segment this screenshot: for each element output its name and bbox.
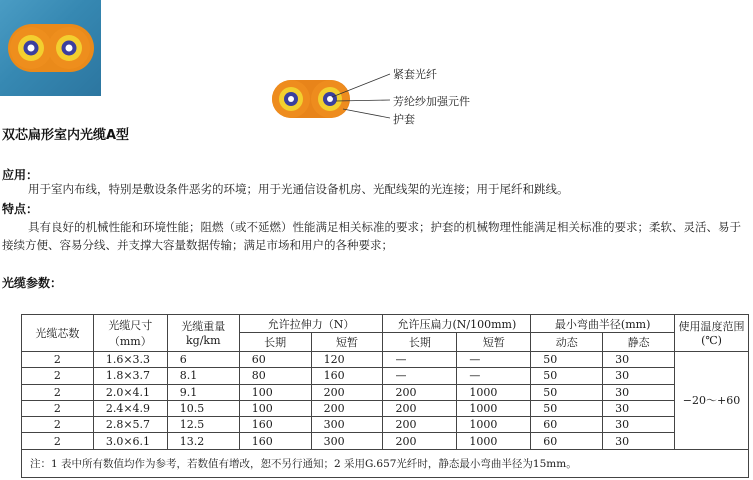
header-size-unit: （mm） bbox=[108, 334, 152, 348]
cable-cross-section-diagram bbox=[0, 0, 753, 140]
cell-bend-dynamic: 50 bbox=[531, 384, 603, 400]
cell-crush-long: — bbox=[383, 351, 457, 367]
cable-cross-section-icon bbox=[272, 80, 350, 118]
cell-cores: 2 bbox=[22, 384, 94, 400]
cell-cores: 2 bbox=[22, 417, 94, 433]
subheader-crush-short: 短暂 bbox=[457, 333, 531, 351]
header-cores: 光缆芯数 bbox=[22, 315, 94, 352]
features-paragraph bbox=[2, 218, 752, 254]
subheader-tensile-long: 长期 bbox=[239, 333, 311, 351]
cell-crush-long: 200 bbox=[383, 400, 457, 416]
cell-weight: 8.1 bbox=[167, 368, 239, 384]
cell-crush-long: 200 bbox=[383, 433, 457, 449]
header-bend: 最小弯曲半径(mm) bbox=[531, 315, 675, 333]
cell-weight: 12.5 bbox=[167, 417, 239, 433]
cell-bend-dynamic: 60 bbox=[531, 433, 603, 449]
header-size-label: 光缆尺寸 bbox=[108, 318, 153, 332]
callout-line-jacket bbox=[343, 109, 390, 118]
table-row bbox=[22, 368, 749, 384]
features-text: 具有良好的机械性能和环境性能；阻燃（或不延燃）性能满足相关标准的要求；护套的机械物理性能满足相关标准的要求；柔软、灵活、易于接续方便、容易分线、并支撑大容量数据传输；满足市场和用户的各种要求； bbox=[2, 220, 741, 252]
header-weight-unit: kg/km bbox=[185, 334, 221, 348]
header-size bbox=[93, 315, 167, 352]
cell-crush-short: — bbox=[457, 351, 531, 367]
cell-temp-range: −20～+60 bbox=[675, 351, 749, 449]
callout-aramid: 芳纶纱加强元件 bbox=[393, 95, 470, 108]
cell-size: 2.0×4.1 bbox=[93, 384, 167, 400]
cell-tensile-long: 160 bbox=[239, 433, 311, 449]
header-temp bbox=[675, 315, 749, 352]
header-tensile: 允许拉伸力（N） bbox=[239, 315, 383, 333]
cell-crush-short: 1000 bbox=[457, 433, 531, 449]
cell-crush-short: 1000 bbox=[457, 400, 531, 416]
cell-tensile-short: 200 bbox=[311, 400, 383, 416]
cell-tensile-long: 100 bbox=[239, 384, 311, 400]
cell-tensile-short: 300 bbox=[311, 417, 383, 433]
cell-crush-long: — bbox=[383, 368, 457, 384]
cell-cores: 2 bbox=[22, 433, 94, 449]
cell-size: 2.8×5.7 bbox=[93, 417, 167, 433]
cell-bend-dynamic: 50 bbox=[531, 400, 603, 416]
table-row bbox=[22, 400, 749, 416]
cell-weight: 9.1 bbox=[167, 384, 239, 400]
table-header-row bbox=[22, 315, 749, 333]
product-title: 双芯扁形室内光缆A型 bbox=[2, 128, 130, 143]
cell-bend-dynamic: 60 bbox=[531, 417, 603, 433]
cell-tensile-long: 160 bbox=[239, 417, 311, 433]
spec-table bbox=[21, 314, 749, 478]
cell-cores: 2 bbox=[22, 351, 94, 367]
cell-weight: 10.5 bbox=[167, 400, 239, 416]
subheader-bend-dynamic: 动态 bbox=[531, 333, 603, 351]
cell-size: 1.6×3.3 bbox=[93, 351, 167, 367]
application-heading: 应用： bbox=[2, 168, 39, 182]
cell-cores: 2 bbox=[22, 400, 94, 416]
header-temp-label: 使用温度范围 bbox=[678, 320, 745, 334]
subheader-tensile-short: 短暂 bbox=[311, 333, 383, 351]
table-note: 注：1 表中所有数值均作为参考，若数值有增改，恕不另行通知；2 采用G.657光纤时，静态最小弯曲半径为15mm。 bbox=[22, 449, 749, 477]
cell-tensile-short: 120 bbox=[311, 351, 383, 367]
header-temp-unit: (℃) bbox=[701, 334, 722, 348]
subheader-bend-static: 静态 bbox=[603, 333, 675, 351]
cell-tensile-long: 100 bbox=[239, 400, 311, 416]
cell-tensile-short: 160 bbox=[311, 368, 383, 384]
cell-crush-short: — bbox=[457, 368, 531, 384]
params-heading: 光缆参数： bbox=[2, 276, 63, 290]
callout-tight-fiber: 紧套光纤 bbox=[393, 68, 437, 81]
application-paragraph bbox=[2, 180, 752, 198]
cell-bend-dynamic: 50 bbox=[531, 368, 603, 384]
cell-bend-static: 30 bbox=[603, 384, 675, 400]
cell-weight: 6 bbox=[167, 351, 239, 367]
cell-size: 3.0×6.1 bbox=[93, 433, 167, 449]
subheader-crush-long: 长期 bbox=[383, 333, 457, 351]
cell-bend-static: 30 bbox=[603, 400, 675, 416]
header-weight-label: 光缆重量 bbox=[181, 320, 226, 334]
cell-tensile-short: 300 bbox=[311, 433, 383, 449]
cell-tensile-long: 60 bbox=[239, 351, 311, 367]
cell-size: 2.4×4.9 bbox=[93, 400, 167, 416]
cell-cores: 2 bbox=[22, 368, 94, 384]
cell-size: 1.8×3.7 bbox=[93, 368, 167, 384]
table-row bbox=[22, 417, 749, 433]
cell-bend-dynamic: 50 bbox=[531, 351, 603, 367]
header-crush: 允许压扁力(N/100mm) bbox=[383, 315, 531, 333]
features-heading: 特点： bbox=[2, 202, 39, 216]
cell-crush-short: 1000 bbox=[457, 384, 531, 400]
cell-tensile-short: 200 bbox=[311, 384, 383, 400]
cell-bend-static: 30 bbox=[603, 368, 675, 384]
cell-crush-long: 200 bbox=[383, 417, 457, 433]
cell-bend-static: 30 bbox=[603, 433, 675, 449]
application-text: 用于室内布线，特别是敷设条件恶劣的环境；用于光通信设备机房、光配线架的光连接；用于尾纤和跳线。 bbox=[28, 182, 569, 196]
cell-tensile-long: 80 bbox=[239, 368, 311, 384]
table-note-row bbox=[22, 449, 749, 477]
table-row bbox=[22, 351, 749, 367]
cell-crush-short: 1000 bbox=[457, 417, 531, 433]
table-row bbox=[22, 433, 749, 449]
cell-bend-static: 30 bbox=[603, 417, 675, 433]
callout-jacket: 护套 bbox=[393, 113, 415, 126]
cell-crush-long: 200 bbox=[383, 384, 457, 400]
table-row bbox=[22, 384, 749, 400]
header-weight bbox=[167, 315, 239, 352]
cell-weight: 13.2 bbox=[167, 433, 239, 449]
cell-bend-static: 30 bbox=[603, 351, 675, 367]
